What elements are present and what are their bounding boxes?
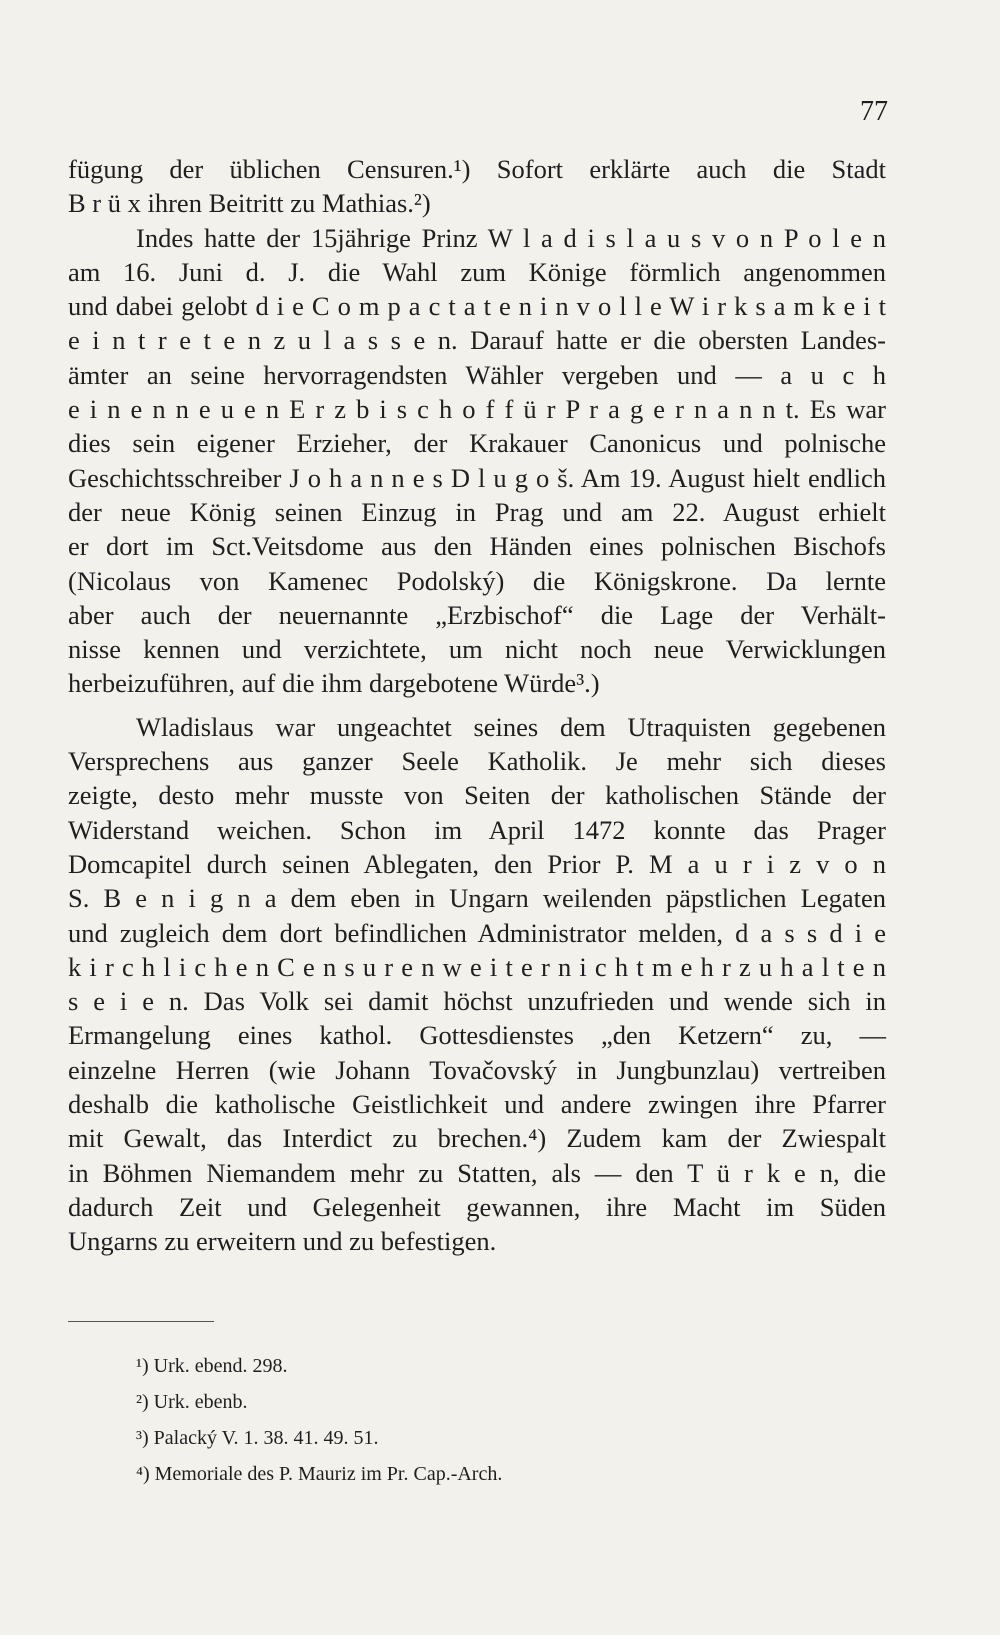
- text-line: er dort im Sct.Veitsdome aus den Händen eines polnischen Bischofs: [68, 531, 886, 562]
- text-line: und zugleich dem dort befindlichen Administrator melden, d a s s d i e: [68, 917, 886, 948]
- page-number: 77: [860, 96, 888, 127]
- text-line: S. B e n i g n a dem eben in Ungarn weilenden päpstlichen Legaten: [68, 883, 886, 914]
- text-line: Ungarns zu erweitern und zu befestigen.: [68, 1226, 497, 1257]
- footnote-separator: [68, 1321, 214, 1322]
- text-line: aber auch der neuernannte „Erzbischof“ die Lage der Verhält-: [68, 599, 886, 630]
- text-line: und dabei gelobt d i e C o m p a c t a t e n i n v o l l e W i r k s a m k e i t: [68, 291, 886, 322]
- text-line: der neue König seinen Einzug in Prag und am 22. August erhielt: [68, 496, 886, 527]
- text-line: B r ü x ihren Beitritt zu Mathias.²): [68, 188, 431, 219]
- text-line: Domcapitel durch seinen Ablegaten, den Prior P. M a u r i z v o n: [68, 848, 886, 879]
- footnote: ²) Urk. ebenb.: [136, 1391, 248, 1413]
- text-line: dadurch Zeit und Gelegenheit gewannen, ihre Macht im Süden: [68, 1191, 886, 1222]
- text-line: Indes hatte der 15jährige Prinz W l a d i s l a u s v o n P o l e n: [136, 222, 886, 253]
- footnote: ⁴) Memoriale des P. Mauriz im Pr. Cap.-Arch.: [136, 1463, 503, 1485]
- body-text: [68, 152, 886, 1259]
- text-line: zeigte, desto mehr musste von Seiten der katholischen Stände der: [68, 780, 886, 811]
- text-line: e i n e n n e u e n E r z b i s c h o f f ü r P r a g e r n a n n t. Es war: [68, 394, 886, 425]
- text-line: dies sein eigener Erzieher, der Krakauer Canonicus und polnische: [68, 428, 886, 459]
- text-line: (Nicolaus von Kamenec Podolský) die Königskrone. Da lernte: [68, 565, 886, 596]
- text-line: mit Gewalt, das Interdict zu brechen.⁴) Zudem kam der Zwiespalt: [68, 1123, 886, 1154]
- text-line: in Böhmen Niemandem mehr zu Statten, als — den T ü r k e n, die: [68, 1157, 886, 1188]
- footnotes: [136, 1348, 502, 1492]
- text-line: herbeizuführen, auf die ihm dargebotene Würde³.): [68, 668, 600, 699]
- text-line: nisse kennen und verzichtete, um nicht noch neue Verwicklungen: [68, 634, 886, 665]
- text-line: fügung der üblichen Censuren.¹) Sofort erklärte auch die Stadt: [68, 154, 886, 184]
- text-line: Geschichtsschreiber J o h a n n e s D l u g o š. Am 19. August hielt endlich: [68, 462, 886, 493]
- footnote: ¹) Urk. ebend. 298.: [136, 1355, 288, 1377]
- text-line: Versprechens aus ganzer Seele Katholik. Je mehr sich dieses: [68, 746, 886, 777]
- text-line: ämter an seine hervorragendsten Wähler vergeben und — a u c h: [68, 359, 886, 390]
- text-line: deshalb die katholische Geistlichkeit und andere zwingen ihre Pfarrer: [68, 1089, 886, 1120]
- footnote: ³) Palacký V. 1. 38. 41. 49. 51.: [136, 1427, 379, 1449]
- text-line: Widerstand weichen. Schon im April 1472 konnte das Prager: [68, 814, 886, 845]
- text-line: k i r c h l i c h e n C e n s u r e n w e i t e r n i c h t m e h r z u h a l t e n: [68, 951, 886, 982]
- text-line: am 16. Juni d. J. die Wahl zum Könige förmlich angenommen: [68, 256, 886, 287]
- text-line: s e i e n. Das Volk sei damit höchst unzufrieden und wende sich in: [68, 986, 886, 1017]
- text-line: e i n t r e t e n z u l a s s e n. Darauf hatte er die obersten Landes-: [68, 325, 886, 356]
- text-line: Wladislaus war ungeachtet seines dem Utraquisten gegebenen: [136, 711, 886, 742]
- text-line: einzelne Herren (wie Johann Tovačovský in Jungbunzlau) vertreiben: [68, 1054, 886, 1085]
- text-line: Ermangelung eines kathol. Gottesdienstes „den Ketzern“ zu, —: [68, 1020, 886, 1051]
